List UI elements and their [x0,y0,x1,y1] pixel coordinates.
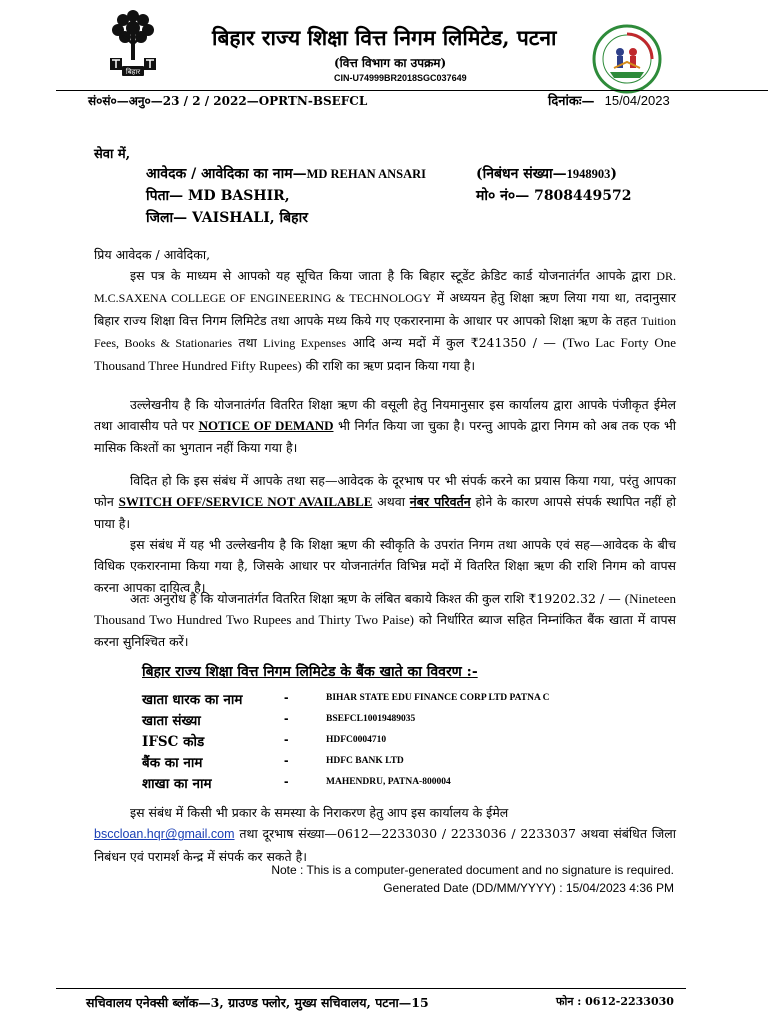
reference-number: सं०सं०—अनु०—23 / 2 / 2022—OPRTN-BSEFCL [88,94,368,108]
notice-of-demand: NOTICE OF DEMAND [198,418,334,434]
cin-number: CIN-U74999BR2018SGC037649 [334,73,467,83]
paragraph-5: अतः अनुरोध है कि योजनातंर्गत वितरित शिक्षा ऋण के लंबित बकाये किश्त की कुल राशि ₹19202.32 / — (Nineteen Thousand Two Hundred Two Rupees and Thirty Two Paise) को निर्धारित ब्याज सहित निम्नांकित बैंक खाता में वापस करना सुनिश्चित करें। [94,591,676,649]
applicant-label: आवेदक / आवेदिका का नाम— [146,166,307,182]
paragraph-4: इस संबंध में यह भी उल्लेखनीय है कि शिक्षा ऋण की स्वीकृति के उपरांत निगम तथा आपके एवं सह—आवेदक के बीच विधिक एकरारनामा किया गया है, जिसके आधार पर योजनातंर्गत विभिन्न मदों में वितरित शिक्षा ऋण की राशि निगम को वापस करना आपका दायित्व है। [94,537,676,595]
bank-row-account: खाता संख्या - BSEFCL10019489035 [142,711,416,729]
footer-address: सचिवालय एनेक्सी ब्लॉक—3, ग्राउण्ड फ्लोर, मुख्य सचिवालय, पटना—15 [86,995,429,1010]
paragraph-2: उल्लेखनीय है कि योजनातंर्गत वितरित शिक्षा ऋण की वसूली हेतु नियमानुसार इस कार्यालय द्वारा आपके पंजीकृत ईमेल तथा आवासीय पते पर NOTICE OF DEMAND भी निर्गत किया जा चुका है। परन्तु आपके द्वारा निगम को अब तक एक भी मासिक किश्तों का भुगतान नहीं किया गया है। [94,397,676,455]
applicant-name: MD REHAN ANSARI [306,167,427,181]
bihar-emblem-icon [108,6,158,86]
date-label: दिनांकः— [548,94,595,109]
contact-paragraph: इस संबंध में किसी भी प्रकार के समस्या के निराकरण हेतु आप इस कार्यालय के ईमेल bsccloan.hqr@gmail.com तथा दूरभाष संख्या—0612—2233030 / 2233036 / 2233037 अथवा संबंधित जिला निबंधन एवं परामर्श केन्द्र में संपर्क कर सकते है। [94,805,676,864]
bank-row-branch: शाखा का नाम - MAHENDRU, PATNA-800004 [142,774,451,792]
org-subtitle: (वित्त विभाग का उपक्रम) [334,56,447,70]
note-line: Note : This is a computer-generated document and no signature is required. [271,863,674,877]
footer-divider [56,988,686,989]
org-name: बिहार राज्य शिक्षा वित्त निगम लिमिटेड, पटना [212,25,557,50]
switch-off-notice: SWITCH OFF/SERVICE NOT AVAILABLE [118,494,373,510]
paragraph-1: इस पत्र के माध्यम से आपको यह सूचित किया जाता है कि बिहार स्टूडेंट क्रेडिट कार्ड योजनातंर्गत आपके द्वारा DR. M.C.SAXENA COLLEGE OF ENGINEERING & TECHNOLOGY में अध्ययन हेतु शिक्षा ऋण लिया गया था, तदानुसार बिहार राज्य शिक्षा वित्त निगम लिमिटेड तथा आपके मध्य किये गए एकरारनामा के आधार पर आपको शिक्षा ऋण के तहत Tuition Fees, Books & Stationaries तथा Living Expenses आदि अन्य मदों में कुल ₹241350 / — (Two Lac Forty One Thousand Three Hundred Fifty Rupees) की राशि का ऋण प्रदान किया गया है। [94,268,677,373]
bank-details-heading: बिहार राज्य शिक्षा वित्त निगम लिमिटेड के बैंक खाते का विवरण :- [142,664,478,680]
bank-row-ifsc: IFSC कोड - HDFC0004710 [142,732,387,750]
emblem-text: बिहार [125,68,141,76]
number-change: नंबर परिवर्तन [409,494,471,510]
bank-row-holder: खाता धारक का नाम - BIHAR STATE EDU FINANCE CORP LTD PATNA C [142,690,550,708]
generated-date: Generated Date (DD/MM/YYYY) : 15/04/2023 4:36 PM [383,881,674,895]
college-name: DR. M.C.SAXENA COLLEGE OF ENGINEERING & TECHNOLOGY [94,269,676,306]
applicant-line [146,164,426,183]
bank-row-bank-name: बैंक का नाम - HDFC BANK LTD [142,753,404,771]
district: जिला— VAISHALI, बिहार [146,210,308,226]
date-value: 15/04/2023 [604,93,670,108]
paragraph-3: विदित हो कि इस संबंध में आपके तथा सह—आवेदक के दूरभाष पर भी संपर्क करने का प्रयास किया गया, परंतु आपका फोन SWITCH OFF/SERVICE NOT AVAILABLE अथवा नंबर परिवर्तन होने के कारण आपसे संपर्क स्थापित नहीं हो पाया है। [94,473,676,531]
salutation: प्रिय आवेदक / आवेदिका, [94,247,211,262]
letter-date [548,91,670,109]
mobile-number: मो० नं०— 7808449572 [476,188,632,204]
email-link[interactable]: bsccloan.hqr@gmail.com [94,827,235,842]
bsefcl-logo-icon [592,24,662,94]
footer-phone: फोन : 0612-2233030 [556,995,674,1008]
to-line: सेवा में, [94,147,131,162]
registration-number: (निबंधन संख्या—1948903) [476,166,618,182]
father-name: पिता— MD BASHIR, [146,188,290,204]
